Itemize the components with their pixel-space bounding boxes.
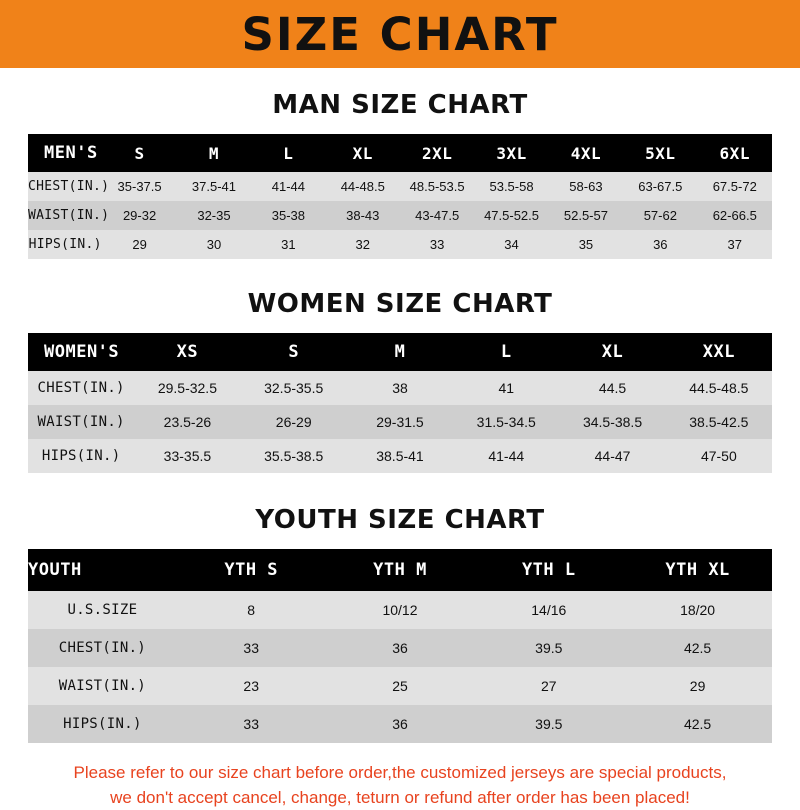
table-cell: 38-43: [346, 208, 380, 223]
column-header: MEN'S: [44, 143, 98, 163]
column-header: YOUTH: [28, 560, 82, 580]
column-header: YTH M: [373, 560, 427, 580]
table-row: [28, 201, 772, 230]
table-cell: 47-50: [700, 448, 737, 464]
table-cell: 27: [541, 678, 557, 694]
row-label: WAIST(IN.): [37, 414, 125, 430]
table-cell: 31.5-34.5: [476, 414, 536, 430]
column-header: XL: [601, 342, 624, 362]
youth-size-table: [28, 549, 772, 743]
women-size-table: [28, 333, 772, 473]
table-cell: 29: [132, 237, 147, 252]
column-header: M: [208, 143, 220, 163]
column-header: 3XL: [496, 143, 527, 163]
table-cell: 25: [392, 678, 408, 694]
table-cell: 57-62: [643, 208, 677, 223]
table-row: [28, 405, 772, 439]
column-header: 2XL: [421, 143, 453, 163]
notice-line-2: we don't accept cancel, change, teturn or refund after order has been placed!: [110, 787, 690, 807]
row-label: CHEST(IN.): [28, 179, 110, 194]
man-size-table: [28, 134, 772, 259]
table-cell: 33: [243, 716, 259, 732]
notice-text: [28, 761, 772, 810]
table-cell: 38.5-42.5: [689, 414, 749, 430]
content: [0, 90, 800, 810]
table-cell: 44-47: [594, 448, 631, 464]
section-title-man: MAN SIZE CHART: [272, 90, 528, 120]
table-cell: 29.5-32.5: [157, 380, 217, 396]
table-cell: 35-37.5: [117, 179, 162, 194]
table-cell: 33: [429, 237, 445, 252]
table-cell: 32.5-35.5: [264, 380, 324, 396]
page-title: SIZE CHART: [241, 7, 559, 61]
table-row: [28, 439, 772, 473]
section-title-women: WOMEN SIZE CHART: [247, 289, 553, 319]
table-cell: 42.5: [683, 716, 712, 732]
table-cell: 14/16: [531, 602, 567, 618]
table-cell: 37.5-41: [191, 179, 237, 194]
table-cell: 36: [392, 716, 408, 732]
table-cell: 29-32: [122, 208, 157, 223]
table-cell: 44.5-48.5: [689, 380, 749, 396]
row-label: WAIST(IN.): [28, 208, 110, 223]
table-cell: 8: [247, 602, 256, 618]
row-label: HIPS(IN.): [28, 237, 102, 252]
table-row: [28, 705, 772, 743]
table-cell: 10/12: [382, 602, 418, 618]
table-cell: 33: [243, 640, 259, 656]
column-header: 4XL: [570, 143, 602, 163]
table-cell: 44-48.5: [340, 179, 385, 194]
table-cell: 52.5-57: [563, 208, 608, 223]
table-cell: 35: [578, 237, 594, 252]
table-row: [28, 230, 772, 259]
table-cell: 29: [689, 678, 706, 694]
table-cell: 26-29: [275, 414, 312, 430]
table-header-row: [28, 134, 772, 172]
column-header: YTH XL: [665, 560, 730, 580]
table-cell: 48.5-53.5: [409, 179, 465, 194]
table-cell: 32: [355, 237, 370, 252]
banner: [0, 0, 800, 68]
table-cell: 47.5-52.5: [484, 208, 539, 223]
table-cell: 39.5: [535, 640, 563, 656]
table-cell: 44.5: [598, 380, 627, 396]
notice-line-1: Please refer to our size chart before order,the customized jerseys are special products,: [73, 763, 727, 782]
column-header: WOMEN'S: [44, 342, 120, 362]
table-cell: 38: [392, 380, 408, 396]
column-header: XS: [176, 342, 199, 362]
row-label: WAIST(IN.): [58, 678, 147, 694]
table-cell: 62-66.5: [712, 208, 757, 223]
table-row: [28, 591, 772, 629]
row-label: CHEST(IN.): [37, 380, 125, 396]
table-cell: 33-35.5: [163, 448, 212, 464]
table-cell: 37: [727, 237, 742, 252]
table-cell: 35.5-38.5: [264, 448, 324, 464]
table-cell: 58-63: [569, 179, 603, 194]
table-cell: 30: [206, 237, 222, 252]
table-cell: 32-35: [197, 208, 231, 223]
table-cell: 67.5-72: [712, 179, 757, 194]
table-cell: 53.5-58: [489, 179, 534, 194]
table-header-row: [28, 333, 772, 371]
table-cell: 36: [653, 237, 668, 252]
table-cell: 23: [243, 678, 259, 694]
column-header: L: [500, 342, 512, 362]
table-cell: 63-67.5: [638, 179, 683, 194]
table-row: [28, 172, 772, 201]
table-cell: 43-47.5: [415, 208, 460, 223]
table-cell: 36: [392, 640, 408, 656]
table-cell: 29-31.5: [376, 414, 424, 430]
column-header: 5XL: [645, 143, 676, 163]
column-header: YTH L: [521, 560, 576, 580]
table-cell: 38.5-41: [376, 448, 424, 464]
section-title-youth: YOUTH SIZE CHART: [255, 505, 545, 535]
table-cell: 18/20: [680, 602, 716, 618]
table-cell: 41-44: [488, 448, 525, 464]
column-header: 6XL: [719, 143, 750, 163]
table-cell: 23.5-26: [163, 414, 212, 430]
row-label: HIPS(IN.): [63, 716, 142, 732]
table-cell: 34.5-38.5: [582, 414, 643, 430]
column-header: YTH S: [224, 560, 279, 580]
column-header: XXL: [702, 342, 735, 362]
column-header: M: [394, 342, 406, 362]
table-cell: 35-38: [271, 208, 305, 223]
row-label: HIPS(IN.): [41, 448, 121, 464]
table-cell: 34: [504, 237, 519, 252]
column-header: XL: [352, 143, 373, 163]
table-row: [28, 371, 772, 405]
table-cell: 42.5: [683, 640, 712, 656]
column-header: S: [288, 342, 300, 362]
table-cell: 41-44: [271, 179, 305, 194]
table-row: [28, 629, 772, 667]
table-header-row: [28, 549, 772, 591]
table-row: [28, 667, 772, 705]
table-cell: 41: [498, 380, 515, 396]
column-header: S: [134, 143, 145, 163]
table-cell: 31: [281, 237, 296, 252]
row-label: U.S.SIZE: [67, 602, 138, 618]
column-header: L: [283, 143, 294, 163]
table-cell: 39.5: [535, 716, 563, 732]
row-label: CHEST(IN.): [58, 640, 147, 656]
